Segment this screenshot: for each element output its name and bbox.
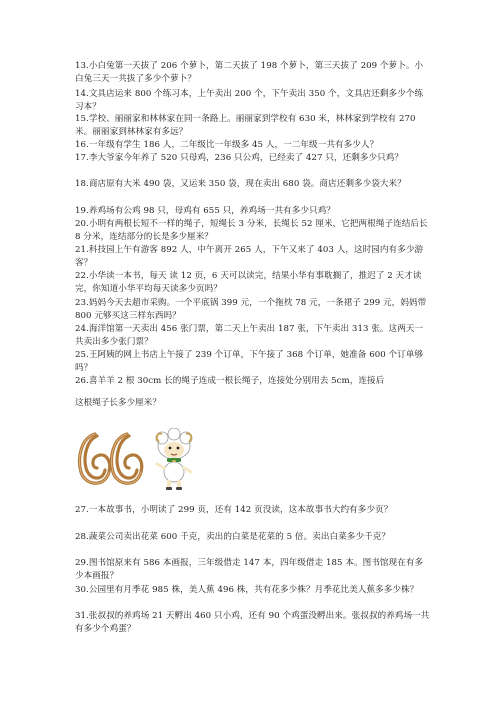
question-text: 蔬菜公司卖出花菜 600 千克，卖出的白菜是花菜的 5 倍。卖出白菜多少千克？ (88, 532, 390, 542)
question-text: 学校、丽丽家和林林家在同一条路上。丽丽家到学校有 630 米，林林家到学校有 270 米。丽丽家到林林家有多远？ (75, 114, 416, 138)
question-number: 26. (75, 376, 89, 386)
question-28 (75, 531, 430, 544)
question-number: 29. (75, 558, 89, 568)
question-text: 小白兔第一天拔了 206 个萝卜，第二天拔了 198 个萝卜，第三天拔了 209 个萝卜。小白兔三天一共拔了多少个萝卜？ (75, 61, 424, 85)
question-number: 13. (75, 61, 89, 71)
question-number: 23. (75, 298, 89, 308)
question-15 (75, 113, 430, 139)
question-24 (75, 323, 430, 349)
question-text: 养鸡场有公鸡 98 只，母鸡有 655 只，养鸡场一共有多少只鸡？ (88, 206, 335, 216)
question-number: 25. (75, 350, 89, 360)
question-25 (75, 349, 430, 375)
question-22 (75, 270, 430, 296)
question-number: 24. (75, 324, 89, 334)
question-20 (75, 218, 430, 244)
question-text: 图书馆原来有 586 本画报，三年级借走 147 本，四年级借走 185 本。图书馆现在有多少本画报？ (75, 558, 424, 582)
question-text: 喜羊羊 2 根 30cm 长的绳子连成一根长绳子，连接处分别用去 5cm，连接后 (88, 376, 385, 386)
question-16 (75, 139, 430, 152)
pleasant-goat-icon (153, 428, 195, 492)
question-number: 20. (75, 219, 89, 229)
question-number: 30. (75, 585, 89, 595)
question-number: 22. (75, 271, 89, 281)
question-text: 一年级有学生 186 人，二年级比一年级多 45 人，一二年级一共有多少人？ (88, 140, 379, 150)
coiled-rope-icon (75, 428, 149, 492)
question-text: 张叔叔的养鸡场 21 天孵出 460 只小鸡，还有 90 个鸡蛋没孵出来。张叔叔的养鸡场一共有多少个鸡蛋？ (75, 611, 430, 635)
question-14 (75, 88, 430, 114)
illustration (75, 428, 195, 492)
question-number: 17. (75, 153, 89, 163)
question-text: 小明有两根长短不一样的绳子，短绳长 3 分米，长绳长 52 厘米，它把两根绳子连结后长 8 分米，连结部分的长是多少厘米？ (75, 219, 428, 243)
question-text: 商店原有大米 490 袋，又运来 350 袋，现在卖出 680 袋。商店还剩多少袋大米？ (88, 179, 406, 189)
question-27 (75, 504, 430, 517)
question-text: 一本故事书，小明读了 299 页，还有 142 页没读，这本故事书大约有多少页？ (88, 505, 393, 515)
question-text: 公园里有月季花 985 株，美人蕉 496 株，共有花多少株？月季花比美人蕉多多少株？ (88, 585, 419, 595)
question-number: 18. (75, 179, 89, 189)
question-19 (75, 205, 430, 218)
question-text: 海洋馆第一天卖出 456 张门票，第二天上午卖出 187 张，下午卖出 313 张。这两天一共卖出多少张门票？ (75, 324, 424, 348)
question-text: 王阿姨的网上书店上午接了 239 个订单，下午接了 368 个订单，她准备 600 个订单够吗？ (75, 350, 424, 374)
question-text: 妈妈今天去超市采购。一个平底锅 399 元，一个拖枕 78 元，一条裙子 299 元，妈妈带 800 元够买这三样东西吗？ (75, 298, 427, 322)
question-number: 28. (75, 532, 89, 542)
question-31 (75, 610, 430, 636)
question-number: 19. (75, 206, 89, 216)
question-18 (75, 178, 430, 191)
question-17 (75, 152, 430, 165)
question-number: 16. (75, 140, 89, 150)
question-30 (75, 584, 430, 597)
question-29 (75, 557, 430, 583)
question-text: 李大爷家今年养了 520 只母鸡，236 只公鸡，已经卖了 427 只，还剩多少只鸡？ (88, 153, 404, 163)
question-number: 21. (75, 245, 89, 255)
question-26 (75, 375, 430, 388)
question-number: 27. (75, 505, 89, 515)
question-number: 31. (75, 611, 89, 621)
question-number: 14. (75, 89, 89, 99)
question-number: 15. (75, 114, 89, 124)
question-text: 文具店运来 800 个练习本，上午卖出 200 个，下午卖出 350 个，文具店还剩多少个练习本？ (75, 89, 424, 113)
question-26-continuation: 这根绳子长多少厘米？ (75, 398, 161, 408)
question-text: 科技园上午有游客 892 人，中午离开 265 人，下午又来了 403 人，这时园内有多少游客？ (75, 245, 424, 269)
question-21 (75, 244, 430, 270)
question-13 (75, 60, 430, 86)
question-text: 小华读一本书，每天 读 12 页，6 天可以读完，结果小华有事耽搁了，推迟了 2 天才读完，你知道小华平均每天读多少页吗？ (75, 271, 422, 295)
question-23 (75, 297, 430, 323)
